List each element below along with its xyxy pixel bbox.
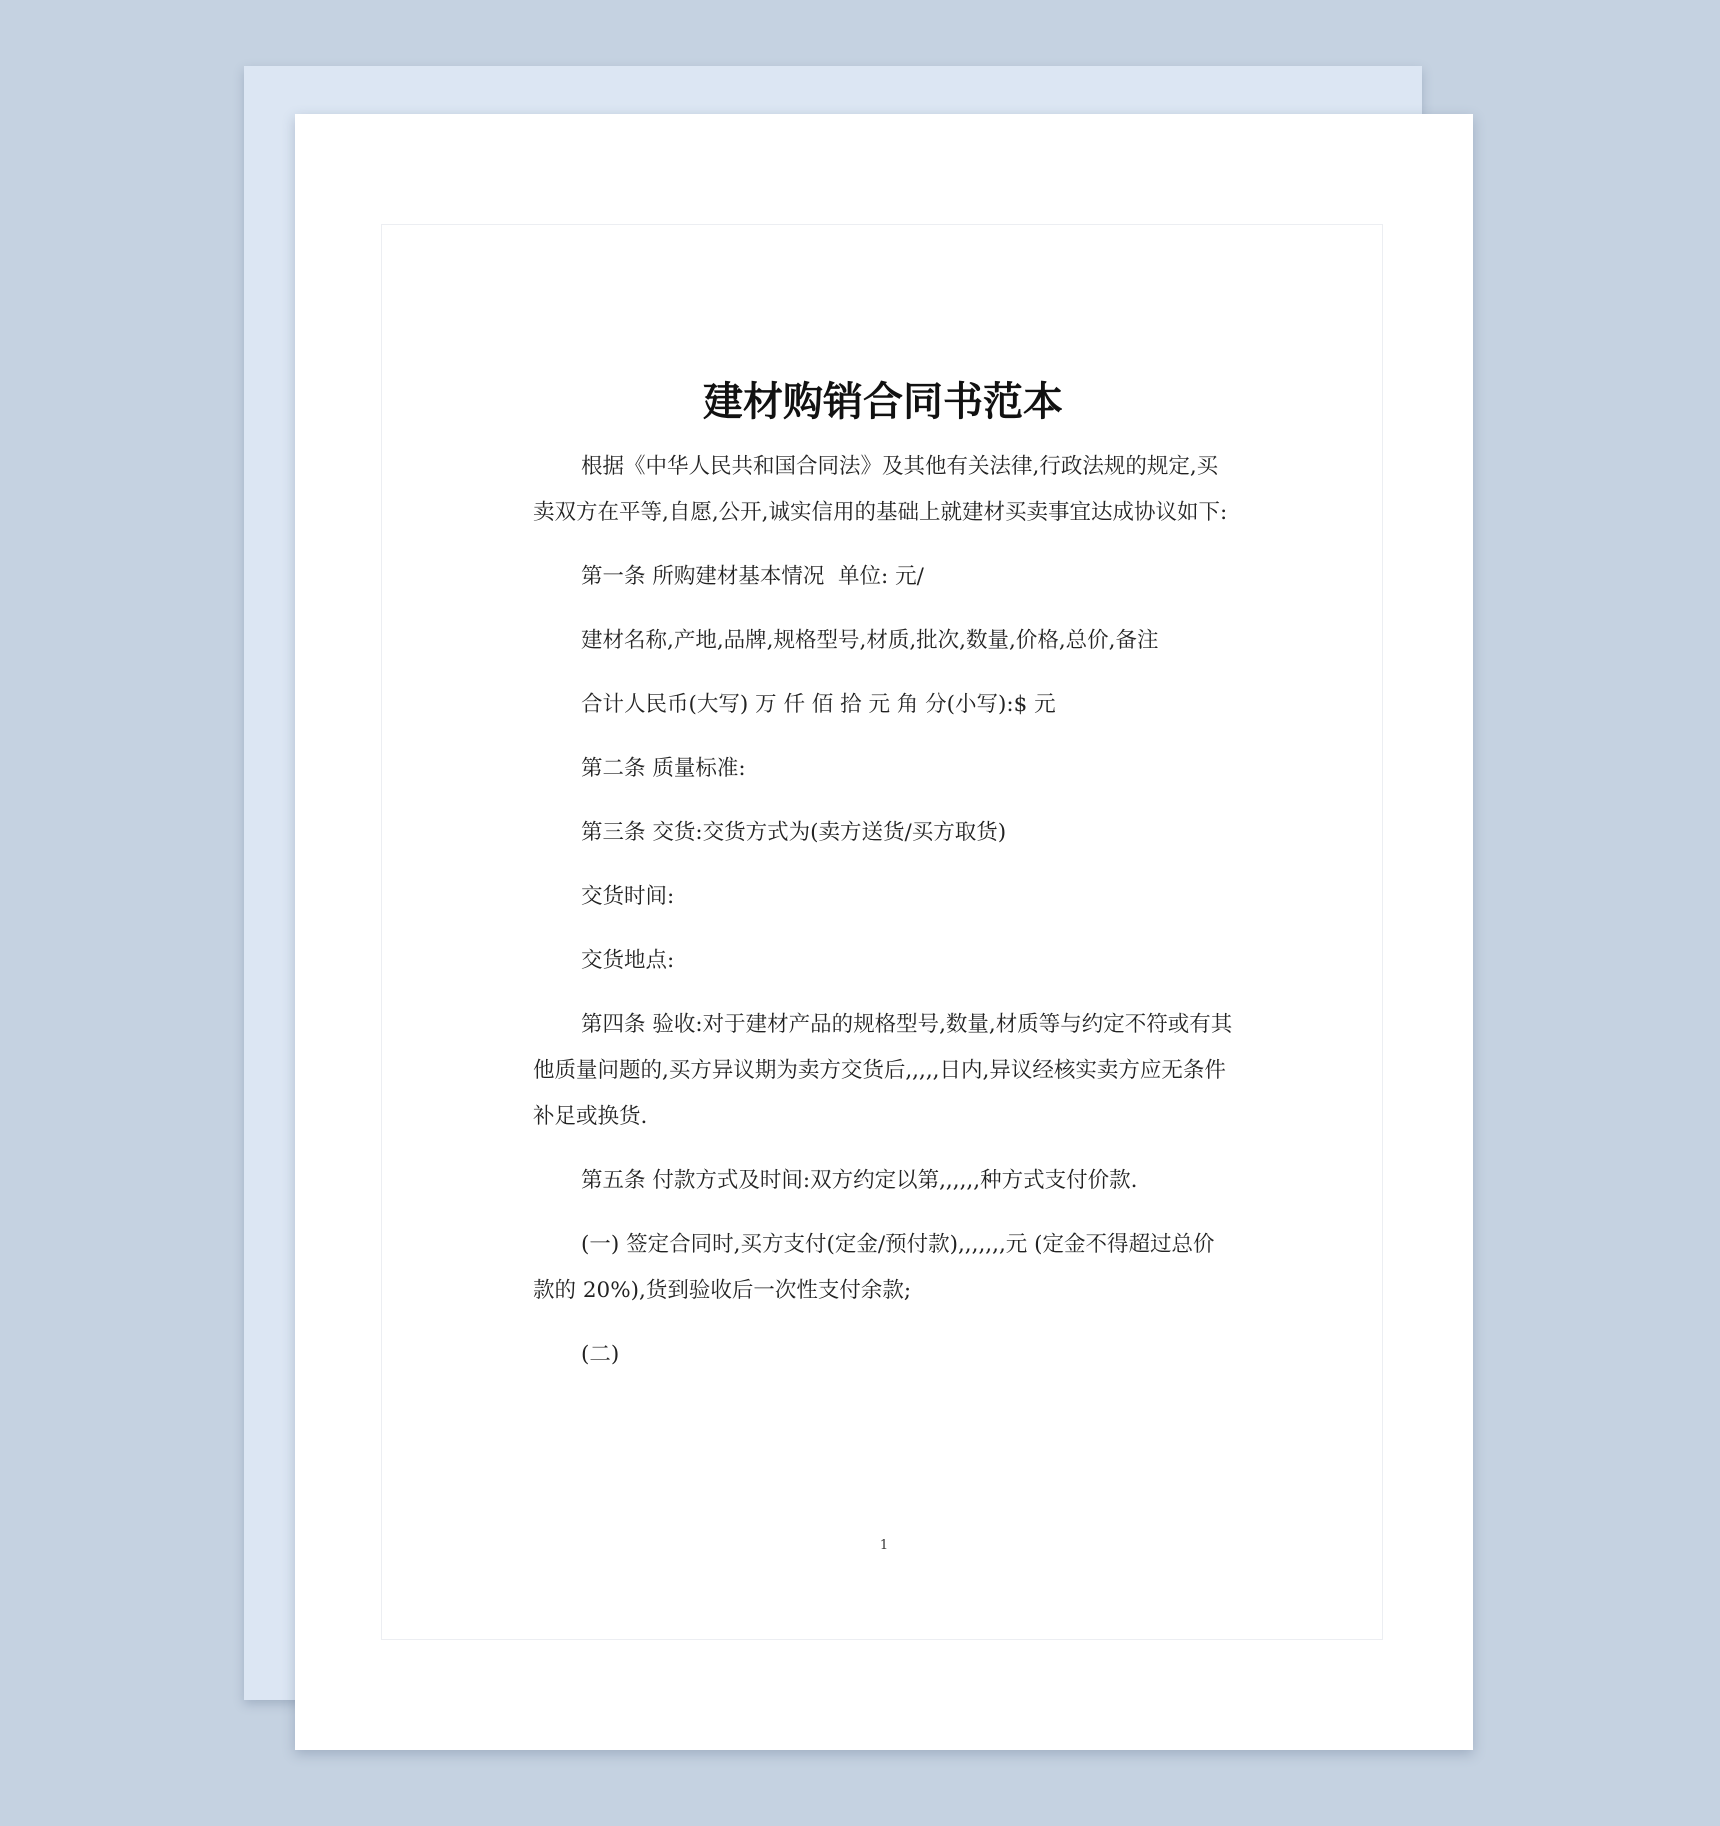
paragraph-article-1: 第一条 所购建材基本情况 单位: 元/ (581, 564, 924, 589)
paragraph-preamble: 根据《中华人民共和国合同法》及其他有关法律,行政法规的规定,买卖双方在平等,自愿,公开,诚实信用的基础上就建材买卖事宜达成协议如下: (533, 454, 1228, 525)
paragraph-article-2: 第二条 质量标准: (581, 756, 746, 781)
paragraph-delivery-time: 交货时间: (581, 884, 675, 909)
paragraph-article-5: 第五条 付款方式及时间:双方约定以第,,,,,,种方式支付价款. (581, 1168, 1138, 1193)
paragraph-material-fields: 建材名称,产地,品牌,规格型号,材质,批次,数量,价格,总价,备注 (581, 628, 1159, 653)
paragraph-total-amount: 合计人民币(大写) 万 仟 佰 拾 元 角 分(小写):$ 元 (581, 692, 1056, 717)
page-number: 1 (879, 1538, 889, 1553)
document-page (295, 114, 1473, 1750)
paragraph-article-4: 第四条 验收:对于建材产品的规格型号,数量,材质等与约定不符或有其他质量问题的,买方异议期为卖方交货后,,,,,日内,异议经核实卖方应无条件补足或换货. (533, 1012, 1233, 1129)
paragraph-payment-option-1: (一) 签定合同时,买方支付(定金/预付款),,,,,,,元 (定金不得超过总价款的 20%),货到验收后一次性支付余款; (533, 1232, 1215, 1303)
document-title: 建材购销合同书范本 (703, 379, 1063, 425)
document-body (533, 376, 1233, 1396)
paragraph-delivery-place: 交货地点: (581, 948, 675, 973)
paragraph-article-3: 第三条 交货:交货方式为(卖方送货/买方取货) (581, 820, 1007, 845)
paragraph-payment-option-2: (二) (581, 1342, 620, 1367)
